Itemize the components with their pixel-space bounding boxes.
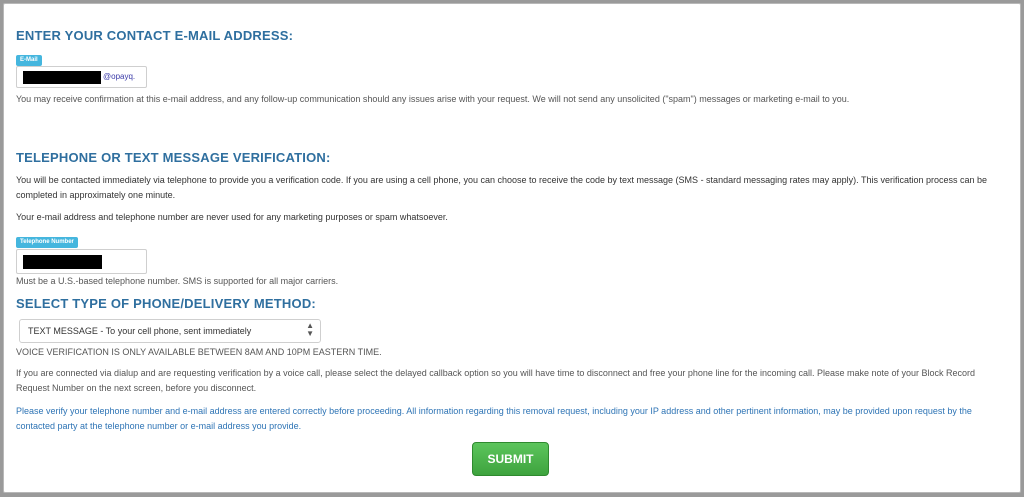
voice-notice-text: VOICE VERIFICATION IS ONLY AVAILABLE BETWEEN 8AM AND 10PM EASTERN TIME.: [16, 347, 382, 357]
phone-field-tag: Telephone Number: [16, 237, 78, 248]
verify-notice-text: Please verify your telephone number and e-mail address are entered correctly before proceeding. All information regarding this removal request, including your IP address and other pertinent information, may be provided upon request by the contacted party at the telephone number or e-mail address you provide.: [16, 406, 972, 431]
delivery-method-select[interactable]: [19, 319, 321, 343]
email-section-heading: ENTER YOUR CONTACT E-MAIL ADDRESS:: [16, 28, 294, 43]
phone-help-text: Must be a U.S.-based telephone number. SMS is supported for all major carriers.: [16, 276, 339, 286]
up-down-chevron-icon: ▲ ▼: [306, 321, 314, 338]
delivery-section-heading: SELECT TYPE OF PHONE/DELIVERY METHOD:: [16, 296, 316, 311]
delivery-method-value: TEXT MESSAGE - To your cell phone, sent immediately: [28, 326, 252, 336]
email-help-text: You may receive confirmation at this e-mail address, and any follow-up communication should any issues arise with your request. We will not send any unsolicited ("spam") messages or marketing e-mail to you.: [16, 94, 850, 104]
form-panel: [3, 3, 1021, 493]
redacted-phone-number: [23, 255, 102, 269]
phone-intro-text: You will be contacted immediately via telephone to provide you a verification code. If you are using a cell phone, you can choose to receive the code by text message (SMS - standard messaging rates may apply). This verification process can be completed in approximately one minute.: [16, 175, 988, 200]
submit-button[interactable]: SUBMIT: [472, 442, 549, 476]
phone-section-heading: TELEPHONE OR TEXT MESSAGE VERIFICATION:: [16, 150, 331, 165]
email-field-tag: E-Mail: [16, 55, 42, 66]
redacted-email-user: [23, 71, 101, 84]
phone-field[interactable]: [16, 249, 147, 274]
privacy-text: Your e-mail address and telephone number are never used for any marketing purposes or spam whatsoever.: [16, 212, 448, 222]
email-domain-text: @opayq.: [103, 72, 136, 81]
email-field[interactable]: [16, 66, 147, 88]
dialup-notice-text: If you are connected via dialup and are requesting verification by a voice call, please select the delayed callback option so you will have time to disconnect and free your phone line for the incoming call. Please make note of your Block Record Request Number on the next screen, before you disconnect.: [16, 368, 976, 393]
